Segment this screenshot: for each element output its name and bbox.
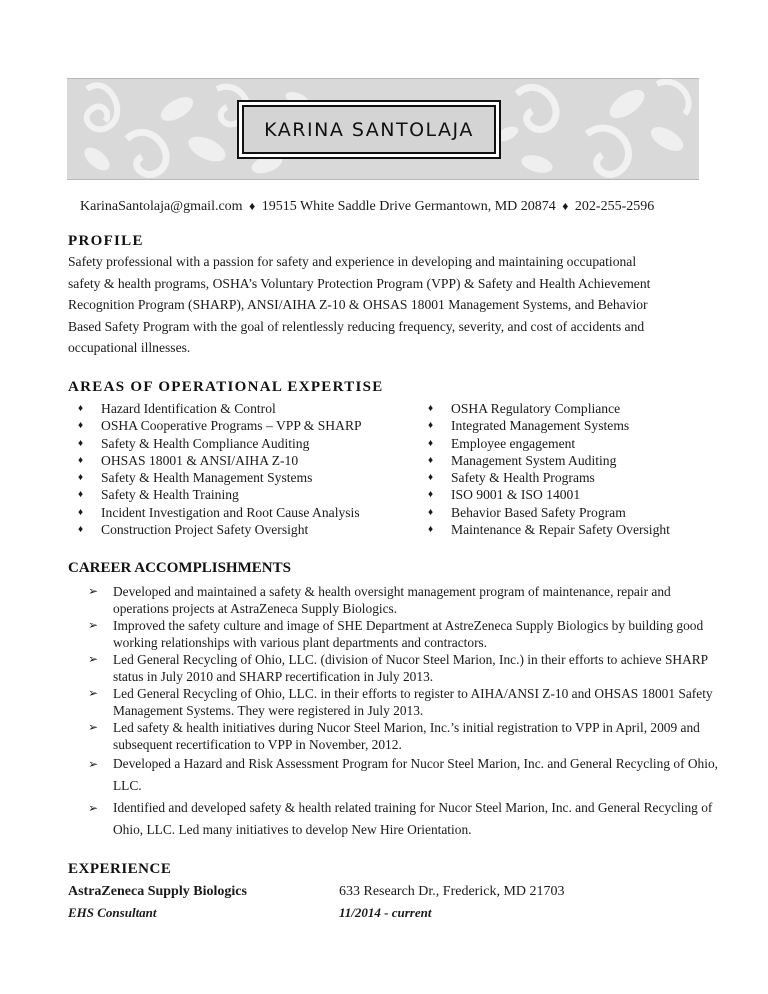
employer-location: 633 Research Dr., Frederick, MD 21703	[339, 884, 565, 899]
job-title: EHS Consultant	[68, 905, 157, 920]
accomplishments-list	[88, 583, 728, 841]
accomplishments-heading: CAREER ACCOMPLISHMENTS	[68, 560, 291, 576]
list-item: ♦ Maintenance & Repair Safety Oversight	[428, 522, 670, 538]
arrow-bullet-icon: ➢	[88, 720, 99, 734]
expertise-list-right	[418, 400, 670, 538]
job-dates: 11/2014 - current	[339, 905, 432, 920]
diamond-bullet-icon: ♦	[428, 403, 434, 414]
diamond-bullet-icon: ♦	[428, 489, 434, 501]
address: 19515 White Saddle Drive Germantown, MD 20874	[261, 199, 556, 214]
list-item: ➢ Identified and developed safety & health related training for Nucor Steel Marion, Inc. and General Recycling of Ohio, LLC. Led many initiatives to develop New Hire Orientation.	[88, 797, 728, 841]
diamond-bullet-icon: ♦	[78, 437, 84, 449]
diamond-bullet-icon: ♦	[78, 524, 84, 536]
profile-line: safety & health programs, OSHA’s Voluntary Protection Program (VPP) & Safety and Health Achievement	[68, 275, 651, 291]
diamond-bullet-icon: ♦	[78, 420, 84, 432]
arrow-bullet-icon: ➢	[88, 618, 99, 632]
list-item: ♦ Employee engagement	[428, 435, 576, 451]
diamond-bullet-icon: ♦	[78, 506, 84, 518]
list-item: ➢ Developed and maintained a safety & health oversight management program of maintenance, repair and operations projects at AstraZeneca Supply Biologics.	[88, 584, 671, 616]
profile-line: Recognition Program (SHARP), ANSI/AIHA Z-10 & OHSAS 18001 Management Systems, and Behavior	[68, 297, 648, 313]
list-item: ♦ Behavior Based Safety Program	[428, 504, 626, 520]
list-item: ➢ Improved the safety culture and image of SHE Department at AstreZeneca Supply Biologics by building good working relationships with various plant departments and contractors.	[88, 618, 704, 650]
arrow-bullet-icon: ➢	[88, 801, 99, 815]
profile-line: Safety professional with a passion for safety and experience in developing and maintaining occupational	[68, 254, 637, 269]
email[interactable]: KarinaSantolaja@gmail.com	[80, 199, 243, 214]
contact-line	[80, 199, 654, 215]
arrow-bullet-icon: ➢	[88, 652, 99, 666]
diamond-bullet-icon: ♦	[428, 454, 434, 466]
list-item: ♦ OSHA Cooperative Programs – VPP & SHARP	[78, 418, 362, 434]
diamond-bullet-icon: ♦	[428, 472, 434, 484]
list-item: ➢ Led safety & health initiatives during Nucor Steel Marion, Inc.’s initial registration to VPP in April, 2009 and subsequent recertification to VPP in November, 2012.	[88, 720, 700, 752]
profile-heading: PROFILE	[68, 233, 144, 249]
list-item: ♦ Safety & Health Programs	[428, 470, 595, 486]
diamond-separator-icon: ♦	[562, 199, 569, 213]
diamond-bullet-icon: ♦	[78, 454, 84, 466]
list-item: ♦ Safety & Health Training	[78, 487, 239, 503]
diamond-bullet-icon: ♦	[428, 524, 434, 536]
diamond-bullet-icon: ♦	[78, 489, 84, 501]
arrow-bullet-icon: ➢	[88, 757, 99, 771]
diamond-bullet-icon: ♦	[78, 403, 84, 414]
profile-line: Based Safety Program with the goal of relentlessly reducing frequency, severity, and cost of accidents and	[68, 318, 645, 334]
list-item: ➢ Led General Recycling of Ohio, LLC. (division of Nucor Steel Marion, Inc.) in their efforts to achieve SHARP status in July 2010 and SHARP recertification in July 2013.	[88, 652, 708, 684]
list-item: ➢ Developed a Hazard and Risk Assessment Program for Nucor Steel Marion, Inc. and General Recycling of Ohio, LLC.	[88, 753, 728, 797]
list-item: ♦ Safety & Health Management Systems	[78, 470, 313, 486]
diamond-bullet-icon: ♦	[428, 506, 434, 518]
phone: 202-255-2596	[574, 199, 655, 214]
arrow-bullet-icon: ➢	[88, 584, 99, 598]
list-item: ♦ Management System Auditing	[428, 452, 617, 468]
list-item: ♦ Incident Investigation and Root Cause Analysis	[78, 504, 360, 520]
diamond-bullet-icon: ♦	[78, 472, 84, 484]
name-box	[237, 100, 501, 159]
list-item: ♦ Safety & Health Compliance Auditing	[78, 435, 310, 451]
diamond-separator-icon: ♦	[249, 199, 256, 213]
profile-line: occupational illnesses.	[68, 340, 191, 356]
list-item: ♦ ISO 9001 & ISO 14001	[428, 487, 581, 503]
list-item: ♦ Hazard Identification & Control	[78, 401, 276, 416]
experience-heading: EXPERIENCE	[68, 861, 172, 877]
profile-text	[68, 251, 708, 359]
expertise-heading: AREAS OF OPERATIONAL EXPERTISE	[68, 379, 384, 395]
list-item: ♦ OHSAS 18001 & ANSI/AIHA Z-10	[78, 452, 299, 468]
list-item: ♦ Construction Project Safety Oversight	[78, 522, 309, 538]
list-item: ♦ Integrated Management Systems	[428, 418, 630, 434]
expertise-list-left	[68, 400, 362, 538]
diamond-bullet-icon: ♦	[428, 420, 434, 432]
employer-name: AstraZeneca Supply Biologics	[68, 884, 247, 899]
list-item: ♦ OSHA Regulatory Compliance	[428, 401, 621, 416]
diamond-bullet-icon: ♦	[428, 437, 434, 449]
list-item: ➢ Led General Recycling of Ohio, LLC. in their efforts to register to AIHA/ANSI Z-10 and OHSAS 18001 Safety Management Systems. They were registered in July 2013.	[88, 686, 713, 718]
arrow-bullet-icon: ➢	[88, 686, 99, 700]
candidate-name: KARINA SANTOLAJA	[264, 118, 474, 141]
